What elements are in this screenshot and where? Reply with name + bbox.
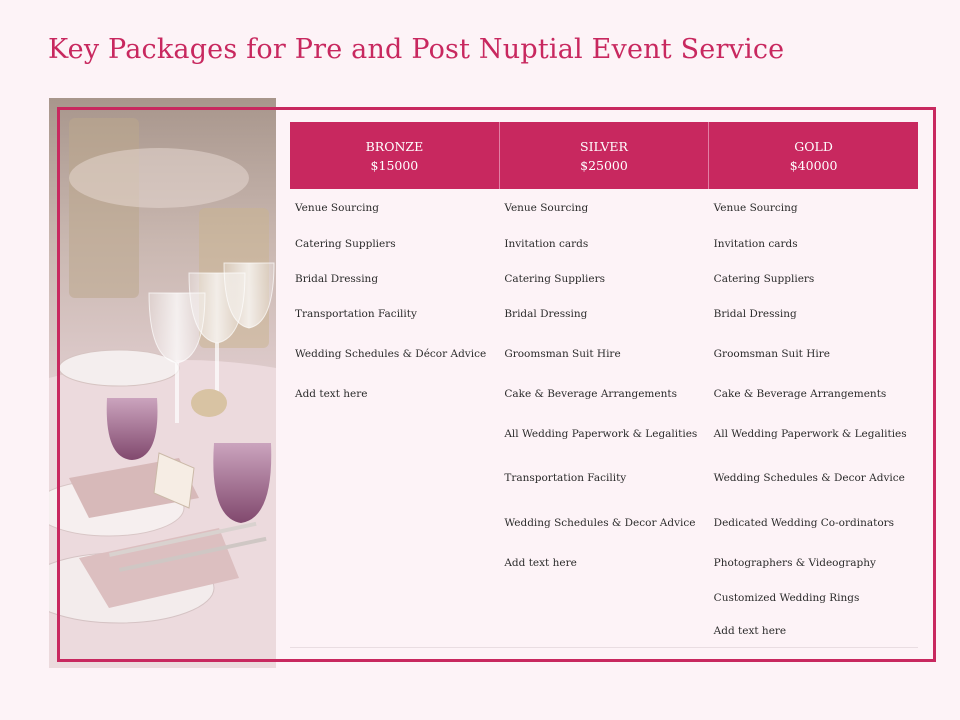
table-row — [290, 376, 918, 411]
table-cell: Add text here — [504, 556, 577, 569]
packages-table-container — [290, 122, 918, 648]
table-cell — [290, 456, 499, 500]
table-cell: Dedicated Wedding Co-ordinators — [713, 516, 895, 529]
table-row — [290, 411, 918, 456]
table-cell — [290, 580, 499, 615]
gold-header — [709, 122, 918, 189]
package-price: $40000 — [789, 157, 838, 173]
wedding-table-photo — [49, 98, 276, 668]
table-row — [290, 331, 918, 376]
table-cell: Groomsman Suit Hire — [504, 347, 621, 360]
table-header-row — [290, 122, 918, 189]
table-row — [290, 500, 918, 545]
table-cell: Wedding Schedules & Décor Advice — [295, 347, 487, 360]
table-row — [290, 580, 918, 615]
table-cell: Venue Sourcing — [504, 201, 589, 214]
table-cell: All Wedding Paperwork & Legalities — [504, 427, 698, 440]
table-cell: Cake & Beverage Arrangements — [504, 387, 677, 400]
package-price: $15000 — [370, 157, 419, 173]
table-cell: Groomsman Suit Hire — [713, 347, 830, 360]
package-price: $25000 — [580, 157, 628, 173]
table-cell: Add text here — [709, 615, 918, 647]
table-row — [290, 545, 918, 580]
packages-table — [290, 122, 918, 648]
table-cell: All Wedding Paperwork & Legalities — [713, 427, 907, 440]
table-cell: Invitation cards — [504, 237, 589, 250]
table-cell: Cake & Beverage Arrangements — [713, 387, 887, 400]
table-cell: Catering Suppliers — [295, 237, 396, 250]
table-cell: Wedding Schedules & Decor Advice — [713, 472, 905, 484]
table-cell: Bridal Dressing — [504, 307, 588, 320]
table-cell: Invitation cards — [713, 237, 798, 250]
table-row — [290, 296, 918, 331]
table-cell — [290, 500, 499, 545]
table-row — [290, 615, 918, 647]
table-cell: Transportation Facility — [504, 472, 627, 484]
table-row — [290, 456, 918, 500]
table-cell — [290, 545, 499, 580]
table-cell — [499, 580, 708, 615]
table-cell: Add text here — [295, 387, 368, 400]
package-name: SILVER — [580, 138, 628, 154]
table-cell: Photographers & Videography — [713, 556, 876, 569]
table-cell — [499, 615, 708, 647]
table-row — [290, 189, 918, 226]
slide-title: Key Packages for Pre and Post Nuptial Event Service — [48, 34, 785, 65]
bronze-header — [290, 122, 499, 189]
wedding-table-icon — [49, 98, 276, 668]
table-cell: Catering Suppliers — [713, 272, 815, 285]
table-cell — [290, 411, 499, 456]
table-row — [290, 261, 918, 296]
table-cell: Bridal Dressing — [713, 307, 797, 320]
package-name: BRONZE — [365, 138, 424, 154]
table-cell — [290, 615, 499, 647]
table-cell: Venue Sourcing — [295, 201, 379, 214]
package-name: GOLD — [794, 138, 833, 154]
table-cell: Customized Wedding Rings — [713, 591, 860, 604]
silver-header — [499, 122, 708, 189]
table-cell: Venue Sourcing — [713, 201, 798, 214]
table-cell: Bridal Dressing — [295, 272, 379, 285]
table-cell: Transportation Facility — [295, 307, 417, 320]
table-cell: Catering Suppliers — [504, 272, 605, 285]
table-cell: Wedding Schedules & Decor Advice — [504, 516, 696, 529]
table-row — [290, 226, 918, 261]
